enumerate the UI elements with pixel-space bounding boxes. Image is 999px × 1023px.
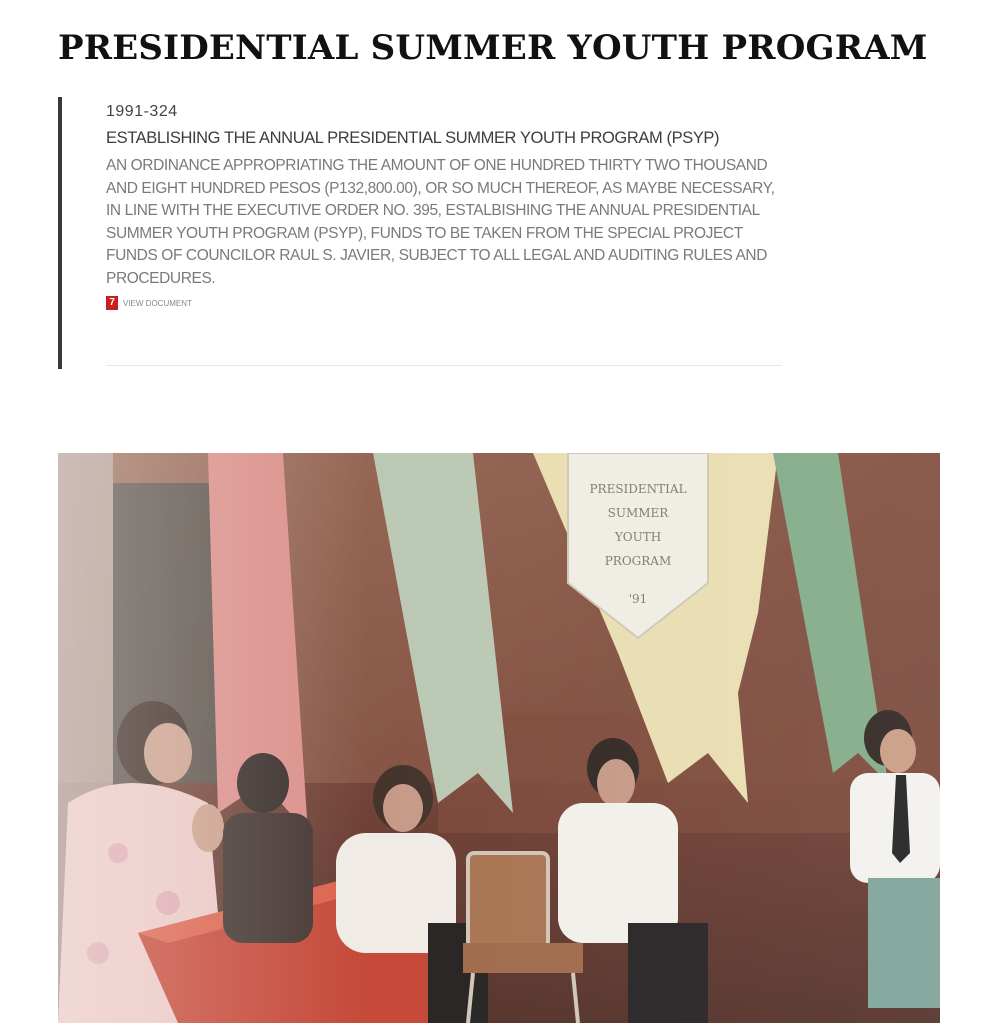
page-title: PRESIDENTIAL SUMMER YOUTH PROGRAM — [58, 28, 928, 68]
pdf-icon: 7 — [106, 296, 118, 310]
ordinance-clipping — [58, 97, 784, 369]
clipping-divider — [106, 365, 782, 366]
view-document-label: VIEW DOCUMENT — [123, 298, 192, 308]
view-document-link[interactable] — [106, 296, 778, 310]
ordinance-description: AN ORDINANCE APPROPRIATING THE AMOUNT OF ONE HUNDRED THIRTY TWO THOUSAND AND EIGHT HUNDRED PESOS (P132,800.00), OR SO MUCH THEREOF, AS MAYBE NECESSARY, IN LINE WITH THE EXECUTIVE ORDER NO. 395, ESTALBISHING THE ANNUAL PRESIDENTIAL SUMMER YOUTH PROGRAM (PSYP), FUNDS TO BE TAKEN FROM THE SPECIAL PROJECT FUNDS OF COUNCILOR RAUL S. JAVIER, SUBJECT TO ALL LEGAL AND AUDITING RULES AND PROCEDURES. — [106, 157, 775, 287]
ordinance-heading: ESTABLISHING THE ANNUAL PRESIDENTIAL SUMMER YOUTH PROGRAM (PSYP) — [106, 129, 720, 147]
photo-haze — [58, 453, 940, 1023]
event-photo — [58, 453, 940, 1023]
ordinance-number: 1991-324 — [106, 103, 178, 120]
